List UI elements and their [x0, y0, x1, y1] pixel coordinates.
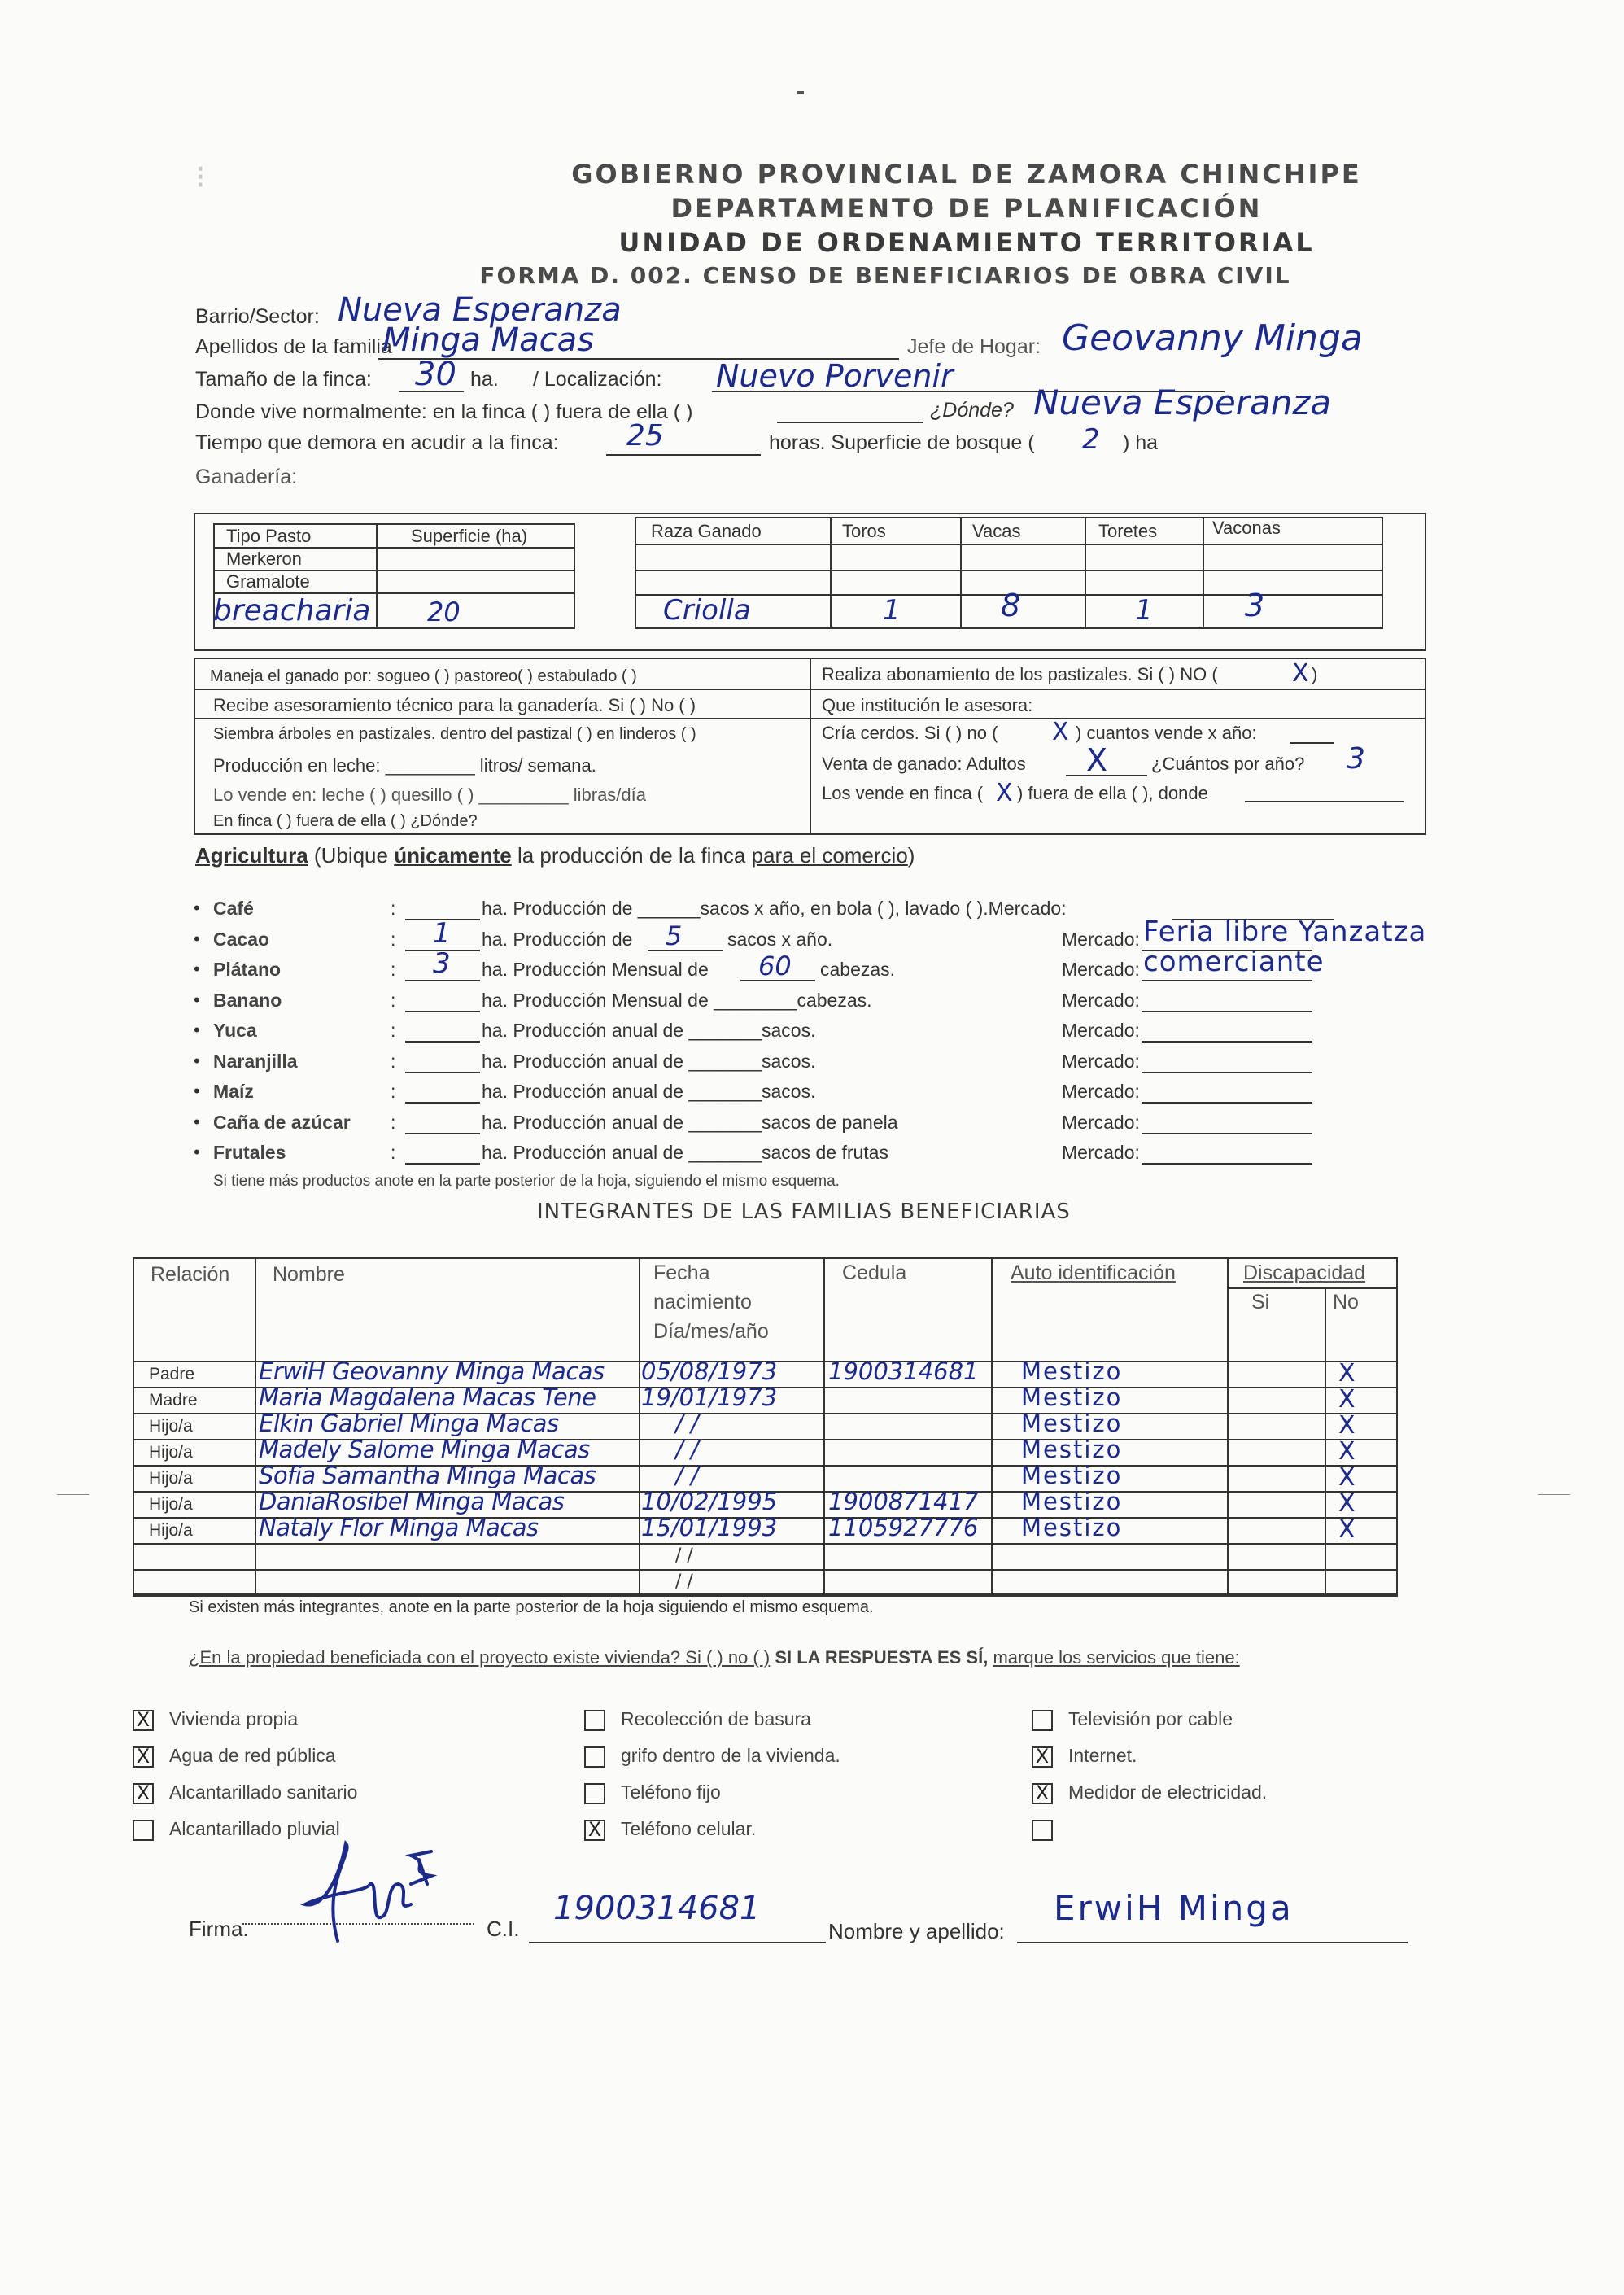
- agri-ha-line: [405, 980, 480, 981]
- service-label: Alcantarillado sanitario: [169, 1781, 358, 1803]
- service-label: Teléfono fijo: [621, 1781, 721, 1803]
- int-no: X: [1338, 1385, 1356, 1414]
- int-fecha: 19/01/1973: [641, 1384, 778, 1411]
- manejo-m2-mark: X: [1292, 659, 1309, 688]
- int-h-cedula: Cedula: [842, 1261, 907, 1284]
- manejo-m7: Producción en leche: _________ litros/ semana.: [213, 755, 596, 776]
- margin-mark-right: [1538, 1494, 1570, 1495]
- agri-text2: sacos x año.: [727, 929, 833, 950]
- header-line4: FORMA D. 002. CENSO DE BENEFICIARIOS DE OBRA CIVIL: [479, 262, 1291, 289]
- service-checkbox[interactable]: X: [133, 1783, 154, 1804]
- int-auto: Mestizo: [1021, 1488, 1123, 1515]
- manejo-m10b: ) fuera de ella ( ), donde: [1017, 783, 1208, 803]
- agri-title-a: Agricultura: [195, 843, 308, 868]
- int-row-line: [133, 1595, 1398, 1597]
- agri-ha-line: [405, 1041, 480, 1043]
- agri-text: ha. Producción anual de _______sacos.: [482, 1051, 816, 1072]
- agri-bullet: •: [194, 898, 200, 918]
- ganado-toretes: 1: [1135, 594, 1153, 627]
- int-no: X: [1338, 1463, 1356, 1492]
- int-h-auto: Auto identificación: [1011, 1261, 1176, 1284]
- agri-colon: :: [391, 1142, 396, 1163]
- int-row-line: [133, 1543, 1398, 1545]
- manejo-m9: Lo vende en: leche ( ) quesillo ( ) _________ libras/día: [213, 785, 647, 805]
- agri-mercado-line: [1142, 1011, 1312, 1012]
- agricultura-title: [195, 843, 915, 868]
- viv-q-a: ¿En la propiedad beneficiada con el proyecto existe vivienda? Si ( ) no ( ): [189, 1647, 771, 1668]
- ci-line: [529, 1942, 826, 1943]
- tiempo-value: 25: [626, 419, 664, 452]
- service-label: Recolección de basura: [621, 1708, 811, 1729]
- agri-ha-line: [405, 1133, 480, 1134]
- agri-name: Banano: [213, 990, 282, 1011]
- int-fecha: 15/01/1993: [641, 1514, 778, 1541]
- agri-prod-line: [648, 950, 723, 951]
- agri-name: Frutales: [213, 1142, 286, 1163]
- int-cedula: 1900871417: [828, 1488, 979, 1515]
- int-nombre: Sofia Samantha Minga Macas: [259, 1462, 596, 1489]
- int-fecha: 05/08/1973: [641, 1357, 778, 1385]
- agri-colon: :: [391, 898, 396, 919]
- manejo-m5: Siembra árboles en pastizales. dentro del pastizal ( ) en linderos ( ): [213, 725, 696, 743]
- ganado-header-raza: Raza Ganado: [651, 521, 762, 541]
- agri-ha-line: [405, 1163, 480, 1165]
- int-fecha: / /: [675, 1436, 699, 1463]
- int-h-fecha3: Día/mes/año: [653, 1320, 769, 1343]
- agri-bullet: •: [194, 1142, 200, 1162]
- ganado-raza: Criolla: [663, 594, 751, 627]
- agri-name: Maíz: [213, 1081, 254, 1102]
- agri-title-c: únicamente: [394, 843, 512, 868]
- service-checkbox[interactable]: X: [584, 1820, 605, 1841]
- bosque-end: ) ha: [1123, 431, 1159, 454]
- service-label: Teléfono celular.: [621, 1818, 757, 1839]
- pasto-divider: [376, 523, 378, 629]
- header-line3: UNIDAD DE ORDENAMIENTO TERRITORIAL: [618, 227, 1315, 258]
- agri-colon: :: [391, 990, 396, 1011]
- tamano-label: Tamaño de la finca:: [195, 368, 372, 391]
- agri-ha-value: 1: [433, 917, 451, 950]
- int-nombre: ErwiH Geovanny Minga Macas: [259, 1357, 605, 1385]
- service-checkbox[interactable]: [584, 1746, 605, 1768]
- ci-label: C.I.: [487, 1917, 520, 1941]
- agri-ha-value: 3: [433, 947, 451, 980]
- int-rel: Hijo/a: [149, 1417, 193, 1436]
- int-no: X: [1338, 1411, 1356, 1440]
- header-line2: DEPARTAMENTO DE PLANIFICACIÓN: [670, 193, 1263, 224]
- integrantes-note: Si existen más integrantes, anote en la parte posterior de la hoja siguiendo el mismo esquema.: [189, 1598, 874, 1616]
- agri-mercado-line: [1142, 1133, 1312, 1134]
- nombre-value: ErwiH Minga: [1054, 1888, 1294, 1928]
- int-h-no: No: [1333, 1291, 1359, 1314]
- nombre-line: [1017, 1942, 1408, 1943]
- int-row-line: [133, 1569, 1398, 1571]
- pasto-row3-sup: 20: [427, 597, 461, 627]
- agri-bullet: •: [194, 1051, 200, 1071]
- int-h-relacion: Relación: [151, 1263, 230, 1286]
- int-h-nombre: Nombre: [273, 1263, 345, 1286]
- int-nombre: Nataly Flor Minga Macas: [259, 1514, 539, 1541]
- manejo-m6b: ) cuantos vende x año:: [1076, 723, 1257, 743]
- service-label: Vivienda propia: [169, 1708, 299, 1729]
- manejo-m6a: Cría cerdos. Si ( ) no (: [822, 723, 998, 743]
- agri-bullet: •: [194, 1112, 200, 1132]
- manejo-m11: En finca ( ) fuera de ella ( ) ¿Dónde?: [213, 812, 478, 830]
- manejo-m2: Realiza abonamiento de los pastizales. Si ( ) NO (: [822, 664, 1218, 684]
- ganado-header-vacas: Vacas: [972, 521, 1021, 541]
- agri-colon: :: [391, 1112, 396, 1133]
- agri-prod-value: 5: [666, 920, 683, 951]
- pasto-row1-tipo: Merkeron: [226, 549, 302, 569]
- jefe-label: Jefe de Hogar:: [907, 335, 1041, 358]
- agri-mercado-label: Mercado:: [1062, 1051, 1140, 1072]
- agri-colon: :: [391, 1020, 396, 1041]
- barrio-label: Barrio/Sector:: [195, 305, 320, 328]
- horas-label: horas. Superficie de bosque (: [769, 431, 1035, 454]
- int-fecha: / /: [675, 1410, 699, 1437]
- service-checkbox[interactable]: [1032, 1820, 1053, 1841]
- tiempo-label: Tiempo que demora en acudir a la finca:: [195, 431, 559, 454]
- agri-name: Cacao: [213, 929, 270, 950]
- manejo-m8-line: [1066, 775, 1147, 776]
- int-nombre: Maria Magdalena Macas Tene: [259, 1384, 596, 1411]
- agri-mercado-label: Mercado:: [1062, 929, 1140, 950]
- agri-title-b: (Ubique: [313, 843, 388, 868]
- int-sub-line: [1227, 1287, 1398, 1289]
- agri-bullet: •: [194, 1081, 200, 1101]
- agri-text: ha. Producción anual de _______sacos.: [482, 1081, 816, 1102]
- integrantes-title: INTEGRANTES DE LAS FAMILIAS BENEFICIARIAS: [537, 1200, 1071, 1224]
- ha-label: ha.: [470, 368, 499, 391]
- int-nombre: Madely Salome Minga Macas: [259, 1436, 590, 1463]
- agri-colon: :: [391, 959, 396, 980]
- ganado-header-toros: Toros: [842, 521, 886, 541]
- agri-bullet: •: [194, 929, 200, 949]
- ganado-header-toretes: Toretes: [1098, 521, 1158, 541]
- int-cedula: 1900314681: [828, 1357, 979, 1385]
- bosque-value: 2: [1082, 423, 1100, 456]
- int-auto: Mestizo: [1021, 1357, 1123, 1385]
- int-rel: Hijo/a: [149, 1495, 193, 1514]
- vive-line: [777, 422, 923, 423]
- manejo-m8-val: 3: [1347, 742, 1365, 776]
- agri-name: Caña de azúcar: [213, 1112, 351, 1133]
- ganado-div3: [1085, 517, 1086, 629]
- margin-mark-left: [57, 1494, 89, 1495]
- apellidos-value: Minga Macas: [382, 321, 594, 359]
- manejo-m8a: Venta de ganado: Adultos: [822, 754, 1026, 774]
- ganado-div4: [1203, 517, 1204, 629]
- agri-mercado-label: Mercado:: [1062, 1081, 1140, 1102]
- agri-mercado-line: [1142, 980, 1312, 981]
- int-fecha: / /: [675, 1572, 693, 1592]
- int-auto: Mestizo: [1021, 1384, 1123, 1411]
- int-rel: Padre: [149, 1365, 195, 1384]
- donde-value: Nueva Esperanza: [1033, 382, 1332, 422]
- header-line1: GOBIERNO PROVINCIAL DE ZAMORA CHINCHIPE: [571, 159, 1362, 190]
- agri-text2: cabezas.: [820, 959, 896, 980]
- int-nombre: DaniaRosibel Minga Macas: [259, 1488, 565, 1515]
- manejo-m10-mark: X: [996, 779, 1013, 807]
- int-no: X: [1338, 1437, 1356, 1466]
- int-no: X: [1338, 1515, 1356, 1544]
- localizacion-label: / Localización:: [533, 368, 662, 391]
- agri-mercado-line: [1142, 1102, 1312, 1104]
- int-cedula: 1105927776: [828, 1514, 979, 1541]
- service-checkbox[interactable]: X: [1032, 1783, 1053, 1804]
- agri-ha-line: [405, 1011, 480, 1012]
- service-checkbox[interactable]: X: [1032, 1746, 1053, 1768]
- apellidos-label: Apellidos de la familia: [195, 335, 392, 358]
- manejo-m1: Maneja el ganado por: sogueo ( ) pastoreo( ) estabulado ( ): [210, 667, 637, 685]
- tamano-value: 30: [415, 356, 456, 393]
- agri-mercado-value: comerciante: [1143, 946, 1325, 978]
- agri-text: ha. Producción Mensual de: [482, 959, 709, 980]
- agri-text: ha. Producción Mensual de ________cabezas.: [482, 990, 872, 1011]
- agri-mercado-label: Mercado:: [1062, 990, 1140, 1011]
- tiempo-line: [606, 454, 761, 456]
- tamano-line: [399, 391, 464, 392]
- jefe-value: Geovanny Minga: [1062, 317, 1363, 359]
- int-fecha: / /: [675, 1545, 693, 1566]
- firma-label: Firma.: [189, 1917, 249, 1941]
- int-fecha: / /: [675, 1462, 699, 1489]
- manejo-m6-mark: X: [1052, 718, 1069, 746]
- service-checkbox[interactable]: [584, 1783, 605, 1804]
- service-checkbox[interactable]: [584, 1710, 605, 1731]
- agri-ha-line: [405, 1072, 480, 1073]
- agri-name: Plátano: [213, 959, 282, 980]
- agricultura-note: Si tiene más productos anote en la parte posterior de la hoja, siguiendo el mismo esquema.: [213, 1173, 840, 1190]
- agri-title-d: la producción de la finca: [517, 843, 746, 868]
- agri-title-f: ): [907, 843, 915, 868]
- ganado-hline2: [635, 570, 1383, 571]
- agri-text: ha. Producción de ______sacos x año, en bola ( ), lavado ( ).Mercado:: [482, 898, 1067, 919]
- signature-image: [289, 1835, 452, 1949]
- service-label: Medidor de electricidad.: [1068, 1781, 1268, 1803]
- stamp-ghost: ⁝: [195, 160, 206, 195]
- agri-mercado-label: Mercado:: [1062, 1112, 1140, 1133]
- agri-mercado-line: [1142, 1072, 1312, 1073]
- ganado-vaconas: 3: [1245, 588, 1265, 623]
- agri-mercado-label: Mercado:: [1062, 1142, 1140, 1163]
- agri-bullet: •: [194, 1020, 200, 1040]
- ganaderia-label: Ganadería:: [195, 466, 298, 488]
- service-label: Internet.: [1068, 1745, 1137, 1766]
- manejo-m3: Recibe asesoramiento técnico para la ganadería. Si ( ) No ( ): [213, 695, 696, 715]
- agri-text: ha. Producción anual de _______sacos.: [482, 1020, 816, 1041]
- manejo-m2-close: ): [1312, 664, 1318, 684]
- nombre-label: Nombre y apellido:: [828, 1919, 1005, 1943]
- manejo-hline1: [194, 688, 1426, 690]
- agri-text: ha. Producción de: [482, 929, 633, 950]
- int-nombre: Elkin Gabriel Minga Macas: [259, 1410, 559, 1437]
- service-checkbox[interactable]: [133, 1820, 154, 1841]
- int-col-line: [1325, 1287, 1326, 1595]
- manejo-divider: [810, 658, 811, 835]
- agri-title-e: para el comercio: [751, 843, 908, 868]
- agri-name: Café: [213, 898, 254, 919]
- ganado-header-vaconas: Vaconas: [1212, 518, 1281, 538]
- int-fecha: 10/02/1995: [641, 1488, 778, 1515]
- manejo-m10-line: [1245, 801, 1404, 802]
- service-label: Agua de red pública: [169, 1745, 336, 1766]
- agri-ha-line: [405, 1102, 480, 1104]
- int-rel: Madre: [149, 1391, 198, 1410]
- ganado-vacas: 8: [1001, 588, 1021, 623]
- int-rel: Hijo/a: [149, 1521, 193, 1540]
- ganado-div1: [830, 517, 832, 629]
- service-label: Alcantarillado pluvial: [169, 1818, 340, 1839]
- agri-mercado-line: [1142, 1163, 1312, 1165]
- ci-value: 1900314681: [553, 1890, 761, 1927]
- agri-name: Naranjilla: [213, 1051, 298, 1072]
- service-label: grifo dentro de la vivienda.: [621, 1745, 840, 1766]
- agri-mercado-label: Mercado:: [1062, 959, 1140, 980]
- int-h-disc: Discapacidad: [1243, 1261, 1366, 1284]
- manejo-m8-mark: X: [1086, 742, 1108, 778]
- int-no: X: [1338, 1489, 1356, 1518]
- donde-label: ¿Dónde?: [930, 399, 1014, 422]
- manejo-m4: Que institución le asesora:: [822, 695, 1033, 715]
- agri-bullet: •: [194, 959, 200, 979]
- service-checkbox[interactable]: X: [133, 1746, 154, 1768]
- agri-text: ha. Producción anual de _______sacos de panela: [482, 1112, 898, 1133]
- pasto-header-sup: Superficie (ha): [411, 526, 528, 546]
- agri-colon: :: [391, 929, 396, 950]
- agri-mercado-value: Feria libre Yanzatza: [1143, 916, 1427, 948]
- agri-text: ha. Producción anual de _______sacos de frutas: [482, 1142, 888, 1163]
- pasto-row3-tipo: breacharia: [213, 594, 371, 627]
- manejo-m8b: ¿Cuántos por año?: [1151, 754, 1305, 774]
- int-auto: Mestizo: [1021, 1462, 1123, 1489]
- int-h-fecha1: Fecha: [653, 1261, 710, 1284]
- manejo-m6-line: [1290, 742, 1334, 744]
- localizacion-value: Nuevo Porvenir: [716, 358, 954, 394]
- int-rel: Hijo/a: [149, 1469, 193, 1488]
- agri-mercado-line: [1142, 1041, 1312, 1043]
- service-checkbox[interactable]: X: [133, 1710, 154, 1731]
- vive-label: Donde vive normalmente: en la finca ( ) fuera de ella ( ): [195, 400, 693, 423]
- ganado-div2: [960, 517, 962, 629]
- manejo-m10a: Los vende en finca (: [822, 783, 984, 803]
- agri-prod-value: 60: [758, 951, 792, 981]
- barrio-value: Nueva Esperanza: [338, 291, 622, 329]
- int-h-fecha2: nacimiento: [653, 1291, 752, 1314]
- vivienda-question: [189, 1647, 1240, 1668]
- scan-speck: [797, 91, 804, 94]
- service-checkbox[interactable]: [1032, 1710, 1053, 1731]
- agri-name: Yuca: [213, 1020, 257, 1041]
- viv-q-b: SI LA RESPUESTA ES SÍ,: [775, 1647, 989, 1668]
- agri-mercado-label: Mercado:: [1062, 1020, 1140, 1041]
- viv-q-c: marque los servicios que tiene:: [993, 1647, 1240, 1668]
- ganado-hline1: [635, 544, 1383, 545]
- agri-colon: :: [391, 1081, 396, 1102]
- int-auto: Mestizo: [1021, 1514, 1123, 1541]
- agri-bullet: •: [194, 990, 200, 1010]
- int-no: X: [1338, 1359, 1356, 1388]
- pasto-header-tipo: Tipo Pasto: [226, 526, 312, 546]
- int-auto: Mestizo: [1021, 1410, 1123, 1437]
- service-label: Televisión por cable: [1068, 1708, 1233, 1729]
- int-auto: Mestizo: [1021, 1436, 1123, 1463]
- manejo-hline2: [194, 718, 1426, 719]
- pasto-row2-tipo: Gramalote: [226, 571, 310, 592]
- ganado-toros: 1: [883, 594, 901, 627]
- int-rel: Hijo/a: [149, 1443, 193, 1462]
- int-h-si: Si: [1251, 1291, 1270, 1314]
- agri-colon: :: [391, 1051, 396, 1072]
